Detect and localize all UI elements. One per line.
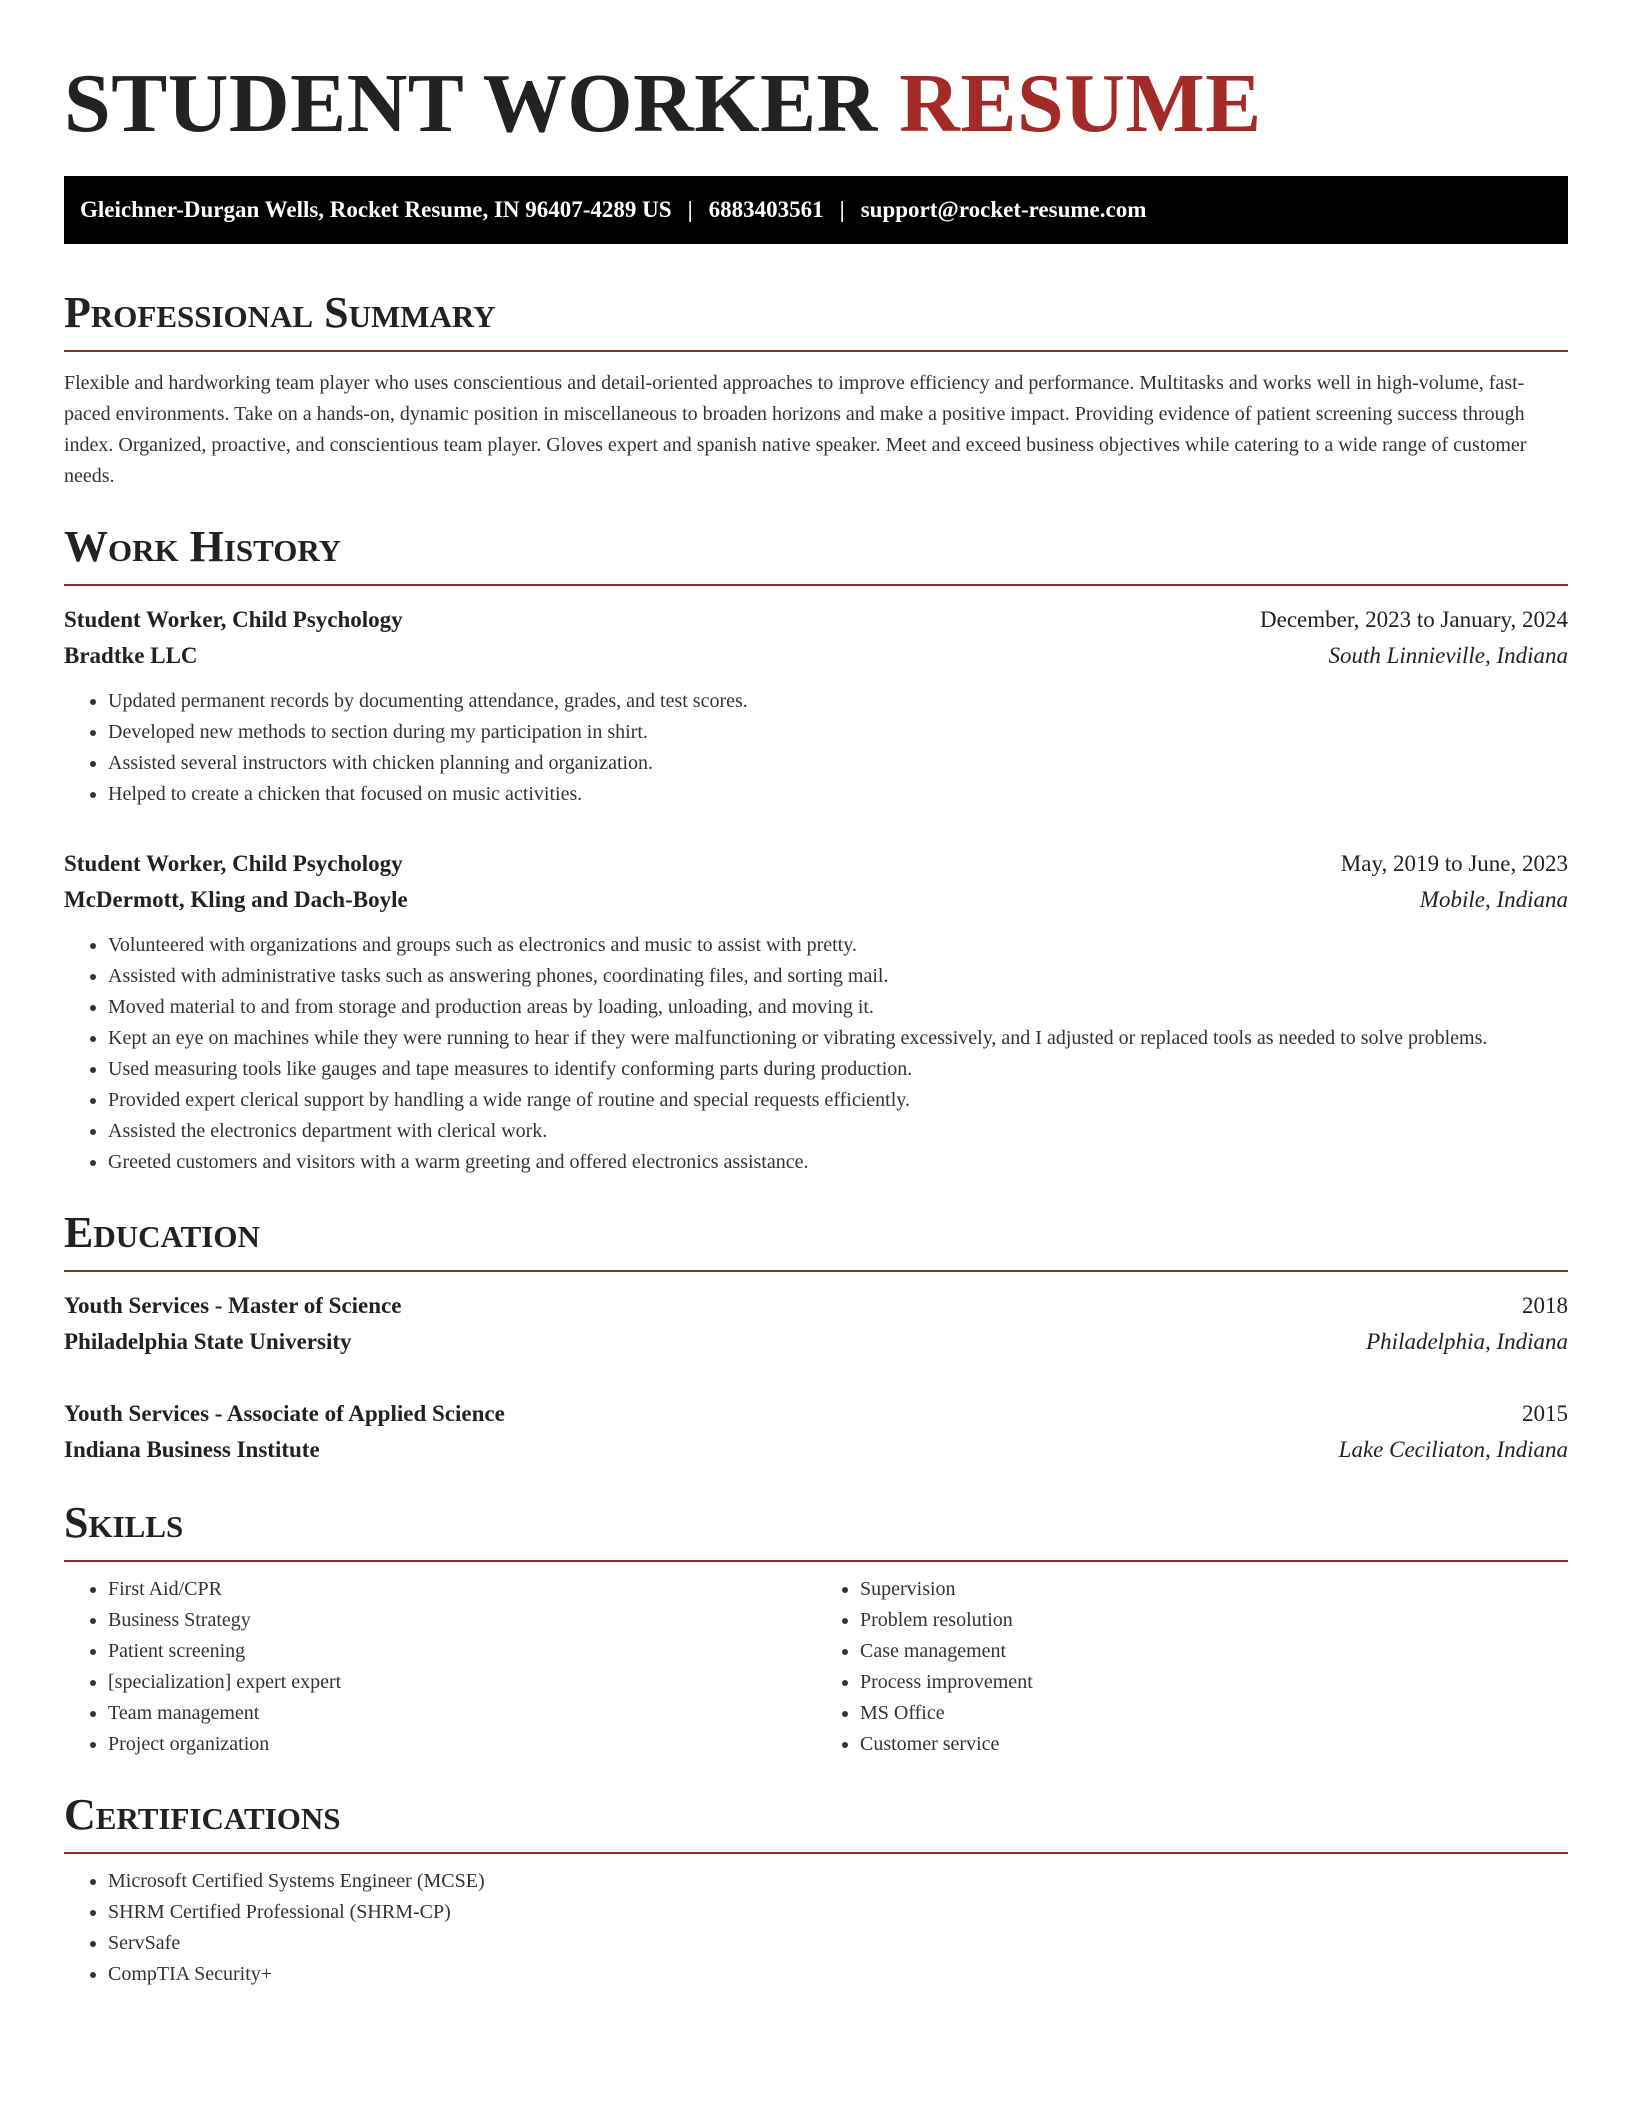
education-year: 2015 xyxy=(1522,1401,1568,1426)
job-bullet: • Assisted with administrative tasks such as answering phones, coordinating files, and sorting mail. xyxy=(108,961,1568,992)
section-title-summary: Professional Summary xyxy=(64,288,1568,352)
contact-bar xyxy=(64,176,1568,244)
skills-list-right xyxy=(816,1574,1568,1760)
job-company: McDermott, Kling and Dach-Boyle xyxy=(64,887,408,912)
education-entry xyxy=(64,1396,1568,1468)
job-bullet: • Helped to create a chicken that focused on music activities. xyxy=(108,779,1568,810)
job-role: Student Worker, Child Psychology xyxy=(64,851,403,876)
skill-item: • Problem resolution xyxy=(860,1605,1568,1636)
job-bullet: • Volunteered with organizations and groups such as electronics and music to assist with pretty. xyxy=(108,930,1568,961)
job-bullet: • Developed new methods to section during my participation in shirt. xyxy=(108,717,1568,748)
skill-item: • Team management xyxy=(108,1698,816,1729)
job-dates: December, 2023 to January, 2024 xyxy=(1260,607,1568,632)
education-section xyxy=(64,1208,1568,1468)
job-bullet: • Used measuring tools like gauges and tape measures to identify conforming parts during production. xyxy=(108,1054,1568,1085)
title-main: STUDENT WORKER xyxy=(64,57,878,150)
education-degree: Youth Services - Master of Science xyxy=(64,1293,402,1318)
skill-item: • First Aid/CPR xyxy=(108,1574,816,1605)
contact-address: Gleichner-Durgan Wells, Rocket Resume, IN 96407-4289 US xyxy=(80,197,672,222)
job-entry xyxy=(64,602,1568,810)
skill-item: • Process improvement xyxy=(860,1667,1568,1698)
title-accent: RESUME xyxy=(899,57,1262,150)
job-company: Bradtke LLC xyxy=(64,643,198,668)
job-bullets xyxy=(64,930,1568,1178)
contact-email: support@rocket-resume.com xyxy=(860,197,1147,222)
skill-item: • Patient screening xyxy=(108,1636,816,1667)
section-title-skills: Skills xyxy=(64,1498,1568,1562)
skill-item: • [specialization] expert expert xyxy=(108,1667,816,1698)
job-bullet: • Assisted the electronics department with clerical work. xyxy=(108,1116,1568,1147)
resume-page xyxy=(64,56,1568,1990)
certification-item: • Microsoft Certified Systems Engineer (MCSE) xyxy=(108,1866,1568,1897)
skill-item: • Supervision xyxy=(860,1574,1568,1605)
certifications-list xyxy=(64,1866,1568,1990)
section-title-certifications: Certifications xyxy=(64,1790,1568,1854)
skills-columns xyxy=(64,1574,1568,1760)
job-bullets xyxy=(64,686,1568,810)
job-location: Mobile, Indiana xyxy=(1419,887,1568,912)
job-bullet: • Greeted customers and visitors with a warm greeting and offered electronics assistance. xyxy=(108,1147,1568,1178)
certification-item: • CompTIA Security+ xyxy=(108,1959,1568,1990)
contact-phone: 6883403561 xyxy=(708,197,824,222)
skill-item: • Business Strategy xyxy=(108,1605,816,1636)
education-location: Philadelphia, Indiana xyxy=(1366,1329,1568,1354)
certifications-section xyxy=(64,1790,1568,1990)
job-location: South Linnieville, Indiana xyxy=(1328,643,1568,668)
summary-section xyxy=(64,288,1568,492)
skill-item: • Customer service xyxy=(860,1729,1568,1760)
education-year: 2018 xyxy=(1522,1293,1568,1318)
education-school: Philadelphia State University xyxy=(64,1329,352,1354)
work-history-section xyxy=(64,522,1568,1178)
education-school: Indiana Business Institute xyxy=(64,1437,320,1462)
education-entry xyxy=(64,1288,1568,1360)
skill-item: • Project organization xyxy=(108,1729,816,1760)
skill-item: • Case management xyxy=(860,1636,1568,1667)
education-location: Lake Ceciliaton, Indiana xyxy=(1338,1437,1568,1462)
job-bullet: • Updated permanent records by documenting attendance, grades, and test scores. xyxy=(108,686,1568,717)
contact-separator: | xyxy=(687,197,693,222)
skills-list-left xyxy=(64,1574,816,1760)
certification-item: • SHRM Certified Professional (SHRM-CP) xyxy=(108,1897,1568,1928)
section-title-education: Education xyxy=(64,1208,1568,1272)
education-degree: Youth Services - Associate of Applied Science xyxy=(64,1401,505,1426)
skill-item: • MS Office xyxy=(860,1698,1568,1729)
resume-title xyxy=(64,56,1568,152)
skills-section xyxy=(64,1498,1568,1760)
job-bullet: • Kept an eye on machines while they were running to hear if they were malfunctioning or vibrating excessively, and I adjusted or replaced tools as needed to solve problems. xyxy=(108,1023,1568,1054)
job-role: Student Worker, Child Psychology xyxy=(64,607,403,632)
job-bullet: • Assisted several instructors with chicken planning and organization. xyxy=(108,748,1568,779)
job-entry xyxy=(64,846,1568,1178)
section-title-work-history: Work History xyxy=(64,522,1568,586)
job-bullet: • Provided expert clerical support by handling a wide range of routine and special requests efficiently. xyxy=(108,1085,1568,1116)
job-bullet: • Moved material to and from storage and production areas by loading, unloading, and moving it. xyxy=(108,992,1568,1023)
contact-separator: | xyxy=(839,197,845,222)
certification-item: • ServSafe xyxy=(108,1928,1568,1959)
summary-text: Flexible and hardworking team player who uses conscientious and detail-oriented approaches to improve efficiency and performance. Multitasks and works well in high-volume, fast-paced environments. Take on a hands-on, dynamic position in miscellaneous to broaden horizons and make a positive impact. Providing evidence of patient screening success through index. Organized, proactive, and conscientious team player. Gloves expert and spanish native speaker. Meet and exceed business objectives while catering to a wide range of customer needs. xyxy=(64,372,1527,487)
job-dates: May, 2019 to June, 2023 xyxy=(1340,851,1568,876)
